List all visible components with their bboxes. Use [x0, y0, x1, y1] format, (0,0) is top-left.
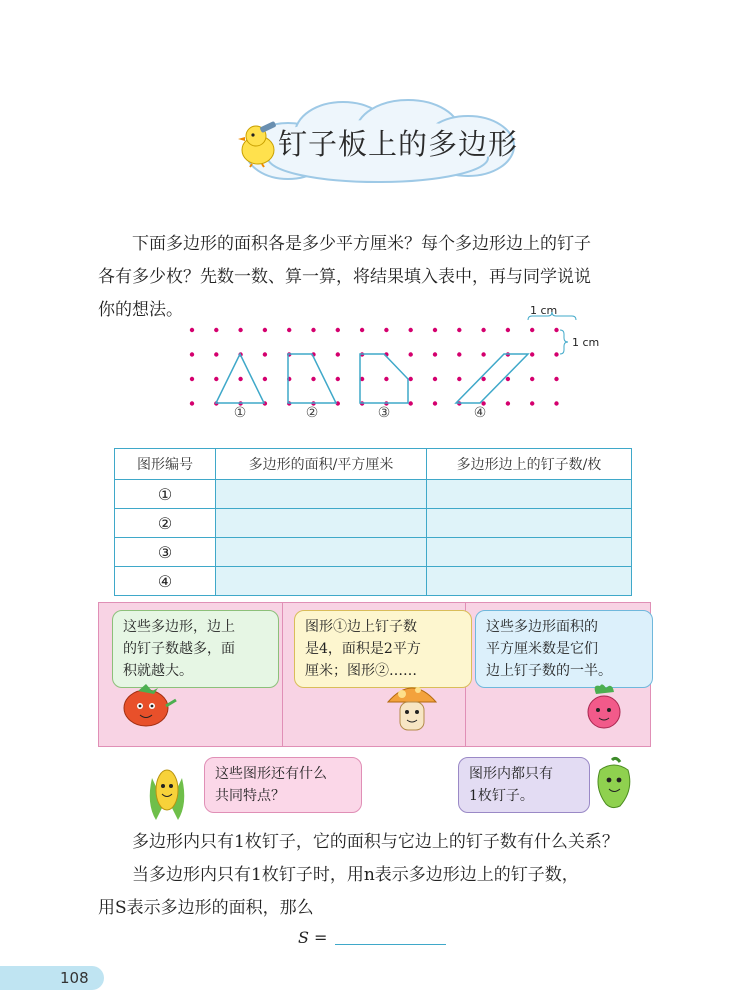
table-cell[interactable]	[427, 538, 632, 567]
nail-dot	[214, 377, 218, 381]
table-row	[115, 538, 632, 567]
nail-dot	[433, 377, 437, 381]
speech-bubble-mushroom	[294, 610, 472, 688]
bubble-line: 的钉子数越多，面	[123, 641, 235, 657]
bubble-line: 边上钉子数的一半。	[486, 663, 612, 679]
unit-label-horizontal: 1 cm	[530, 304, 558, 317]
nail-dot	[190, 377, 194, 381]
nail-dot	[311, 377, 315, 381]
unit-label-vertical: 1 cm	[572, 336, 600, 349]
nail-dot	[238, 328, 242, 332]
table-header-row	[115, 449, 632, 480]
nail-dot	[554, 401, 558, 405]
panel-divider	[282, 602, 283, 747]
table-cell: ②	[115, 509, 216, 538]
answer-table	[114, 448, 632, 596]
table-cell: ③	[115, 538, 216, 567]
question-line: 多边形内只有1枚钉子，它的面积与它边上的钉子数有什么关系？	[132, 832, 619, 852]
nail-dot	[263, 377, 267, 381]
unit-bracket-v	[560, 330, 568, 354]
nail-dot	[409, 328, 413, 332]
table-cell[interactable]	[427, 567, 632, 596]
nail-dot	[190, 401, 194, 405]
nail-dot	[506, 401, 510, 405]
question-line: 当多边形内只有1枚钉子时，用n表示多边形边上的钉子数，	[132, 865, 579, 885]
nail-dot	[433, 352, 437, 356]
page-number: 108	[60, 969, 89, 987]
formula-label: S =	[298, 928, 328, 947]
nail-dot	[433, 401, 437, 405]
table-cell: ④	[115, 567, 216, 596]
radish-icon	[578, 682, 630, 734]
nail-dot	[384, 328, 388, 332]
speech-bubble-radish	[475, 610, 653, 688]
table-header: 多边形的面积/平方厘米	[216, 449, 427, 480]
pepper-icon	[590, 756, 638, 812]
nail-dot	[530, 401, 534, 405]
shape-label-4: ④	[473, 405, 487, 421]
speech-bubble-corn	[204, 757, 362, 813]
nail-dot	[433, 328, 437, 332]
shape-label-1: ①	[233, 405, 247, 421]
question-line: 用S表示多边形的面积，那么	[98, 898, 314, 918]
nail-dot	[287, 328, 291, 332]
nail-dot	[457, 352, 461, 356]
table-header: 图形编号	[115, 449, 216, 480]
nail-dot	[530, 328, 534, 332]
page-title: 钉子板上的多边形	[278, 127, 519, 161]
corn-icon	[142, 764, 192, 826]
table-cell[interactable]	[216, 480, 427, 509]
table-row	[115, 567, 632, 596]
nail-dot	[554, 377, 558, 381]
nail-dot	[384, 377, 388, 381]
nail-dot	[336, 328, 340, 332]
mushroom-icon	[384, 678, 440, 740]
shape-label-3: ③	[377, 405, 391, 421]
bubble-line: 这些多边形面积的	[486, 619, 598, 635]
bubble-line: 1枚钉子。	[469, 788, 534, 804]
nail-dot	[409, 401, 413, 405]
nail-dot	[214, 352, 218, 356]
nail-dot	[481, 352, 485, 356]
bubble-line: 图形内都只有	[469, 766, 553, 782]
nail-dot	[238, 377, 242, 381]
nail-dot	[530, 377, 534, 381]
bubble-line: 平方厘米数是它们	[486, 641, 598, 657]
nail-dot	[263, 328, 267, 332]
nail-dot	[190, 352, 194, 356]
table-header: 多边形边上的钉子数/枚	[427, 449, 632, 480]
bubble-line: 这些多边形，边上	[123, 619, 235, 635]
table-cell[interactable]	[216, 538, 427, 567]
polygon-4	[456, 354, 528, 403]
table-cell[interactable]	[216, 567, 427, 596]
nail-dot	[190, 328, 194, 332]
table-cell[interactable]	[216, 509, 427, 538]
shape-label-2: ②	[305, 405, 319, 421]
answer-blank[interactable]	[335, 944, 446, 945]
nail-dot	[263, 352, 267, 356]
bubble-line: 是4，面积是2平方	[305, 641, 421, 657]
speech-bubble-tomato	[112, 610, 279, 688]
table-cell[interactable]	[427, 480, 632, 509]
polygon-3	[360, 354, 408, 403]
table-cell: ①	[115, 480, 216, 509]
nail-dot	[554, 328, 558, 332]
nail-dot	[336, 352, 340, 356]
nail-dot	[457, 328, 461, 332]
nail-dot	[554, 352, 558, 356]
intro-line: 各有多少枚？先数一数、算一算，将结果填入表中，再与同学说说	[98, 267, 591, 287]
nail-dot	[311, 328, 315, 332]
table-row	[115, 480, 632, 509]
table-cell[interactable]	[427, 509, 632, 538]
nail-board	[180, 300, 600, 430]
nail-dot	[214, 328, 218, 332]
question-text	[98, 826, 658, 925]
intro-line: 下面多边形的面积各是多少平方厘米？每个多边形边上的钉子	[132, 234, 591, 254]
intro-line: 你的想法。	[98, 300, 183, 320]
nail-dot	[360, 328, 364, 332]
nail-dot	[457, 377, 461, 381]
speech-bubble-pepper	[458, 757, 590, 813]
table-row	[115, 509, 632, 538]
nail-dot	[530, 352, 534, 356]
nail-dots	[190, 328, 559, 406]
bubble-line: 这些图形还有什么	[215, 766, 327, 782]
chick-icon	[232, 120, 280, 168]
nail-dot	[336, 377, 340, 381]
tomato-icon	[118, 680, 180, 730]
nail-dot	[506, 377, 510, 381]
bubble-line: 厘米；图形②……	[305, 663, 417, 679]
bubble-line: 积就越大。	[123, 663, 193, 679]
nail-dot	[409, 352, 413, 356]
bubble-line: 图形①边上钉子数	[305, 619, 417, 635]
nail-dot	[506, 328, 510, 332]
nail-dot	[481, 328, 485, 332]
bubble-line: 共同特点？	[215, 788, 285, 804]
nail-dot	[409, 377, 413, 381]
